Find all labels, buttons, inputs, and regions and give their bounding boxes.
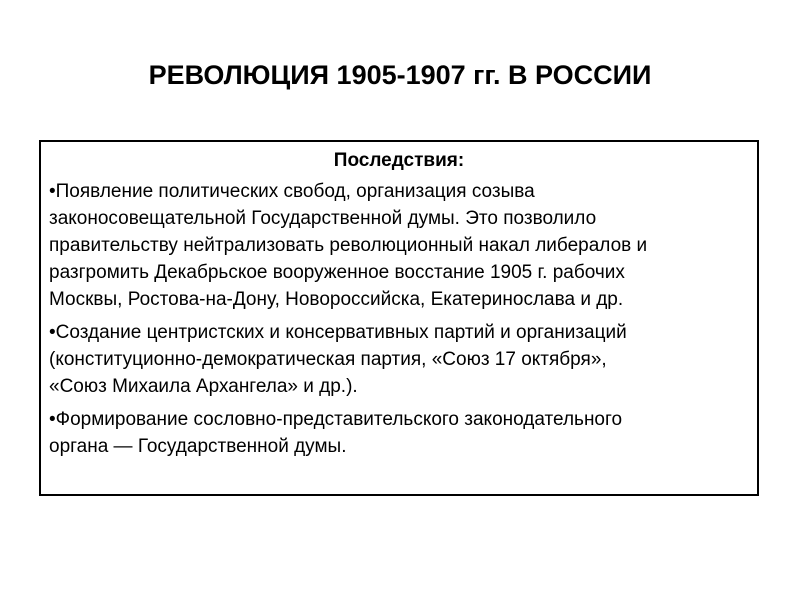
- list-item-line: «Союз Михаила Архангела» и др.).: [49, 376, 358, 397]
- list-item-line: органа — Государственной думы.: [49, 436, 347, 457]
- consequences-box: [39, 140, 759, 496]
- list-item: [49, 406, 749, 460]
- list-item-line: (конституционно-демократическая партия, «Союз 17 октября»,: [49, 349, 607, 370]
- box-heading: Последствия:: [333, 150, 465, 171]
- list-item-line: •Появление политических свобод, организация созыва: [49, 181, 535, 202]
- list-item-line: Москвы, Ростова-на-Дону, Новороссийска, Екатеринослава и др.: [49, 289, 624, 310]
- list-item-line: разгромить Декабрьское вооруженное восстание 1905 г. рабочих: [49, 262, 625, 283]
- list-item: [49, 319, 749, 400]
- slide-title: РЕВОЛЮЦИЯ 1905-1907 гг. В РОССИИ: [148, 60, 652, 90]
- list-item-line: правительству нейтрализовать революционный накал либералов и: [49, 235, 648, 256]
- list-item-line: •Формирование сословно-представительского законодательного: [49, 409, 623, 430]
- list-item-line: законосовещательной Государственной думы. Это позволило: [49, 208, 597, 229]
- list-item: [49, 178, 749, 313]
- list-item-line: •Создание центристских и консервативных партий и организаций: [49, 322, 627, 343]
- consequences-list: [49, 178, 749, 460]
